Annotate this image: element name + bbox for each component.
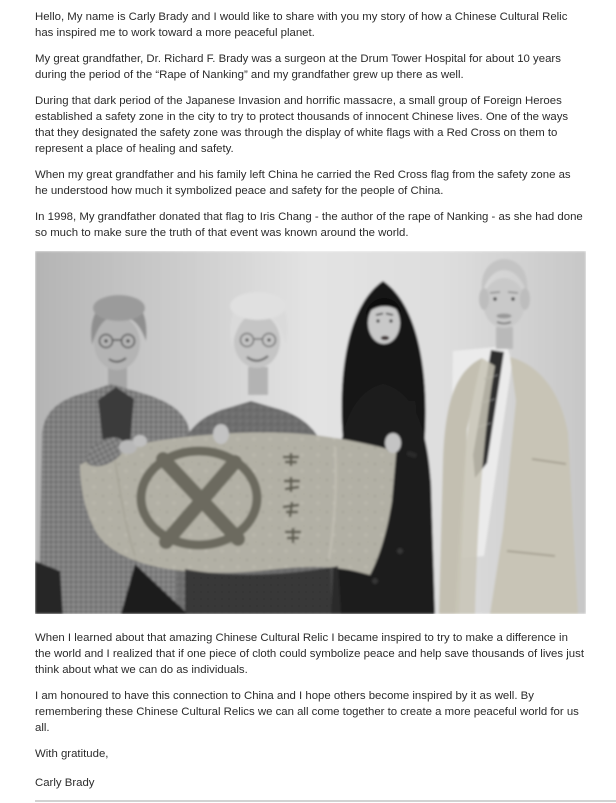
paragraph-intro: Hello, My name is Carly Brady and I would like to share with you my story of how a Chinese Cultural Relic has inspired me to work toward a more peaceful planet. bbox=[35, 11, 568, 39]
signature-block bbox=[35, 746, 584, 791]
paragraph-donation: In 1998, My grandfather donated that flag to Iris Chang - the author of the rape of Nanking - as she had done so much to make sure the truth of that event was known around the world. bbox=[35, 211, 583, 239]
signature-name: Carly Brady bbox=[35, 777, 95, 789]
photo-flag-presentation bbox=[35, 251, 586, 614]
paragraph-safety-zone: During that dark period of the Japanese Invasion and horrific massacre, a small group of Foreign Heroes established a safety zone in the city to try to protect thousands of innocent Chinese lives. One of the ways that they designated the safety zone was through the display of white flags with a Red Cross on them to represent a place of healing and safety. bbox=[35, 95, 569, 155]
paragraph-honoured: I am honoured to have this connection to China and I hope others become inspired by it as well. By remembering these Chinese Cultural Relics we can all come together to create a more peaceful world for us all. bbox=[35, 690, 579, 734]
paragraph-flag-carried: When my great grandfather and his family left China he carried the Red Cross flag from the safety zone as he understood how much it symbolized peace and safety for the people of China. bbox=[35, 169, 571, 197]
photo-image bbox=[35, 251, 586, 614]
paragraph-inspiration: When I learned about that amazing Chinese Cultural Relic I became inspired to try to make a difference in the world and I realized that if one piece of cloth could symbolize peace and help save thousands of lives just think about what we can do as individuals. bbox=[35, 632, 584, 676]
signature-closing: With gratitude, bbox=[35, 748, 109, 760]
page-bottom-rule bbox=[35, 800, 616, 802]
paragraph-grandfather: My great grandfather, Dr. Richard F. Brady was a surgeon at the Drum Tower Hospital for about 10 years during the period of the “Rape of Nanking” and my grandfather grew up there as well. bbox=[35, 53, 561, 81]
